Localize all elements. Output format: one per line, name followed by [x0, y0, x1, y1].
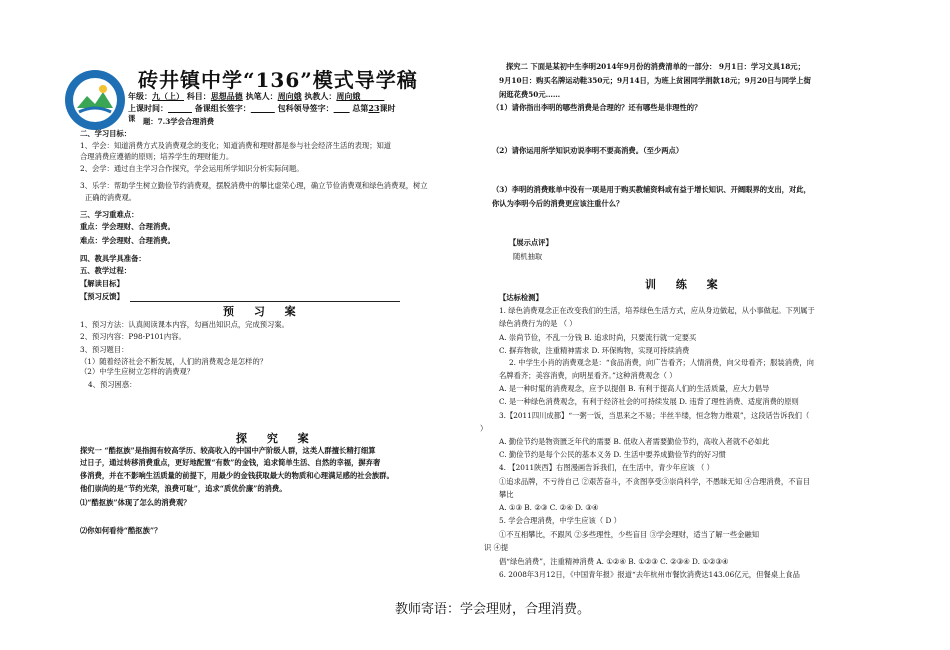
question-line: 倡“绿色消费”，注重精神消费 A. ①②④ B. ①②③ C. ②③④ D. ①②③④: [499, 557, 729, 566]
subject-value: 思想品德: [210, 91, 243, 101]
author-value: 周向娥: [277, 91, 302, 101]
total-suffix: 课时: [379, 103, 396, 113]
preview-item: （1）随着经济社会不断发展，人们的消费观念是怎样的？: [80, 357, 268, 366]
question-line: C. 是一种绿色消费观念，有利于经济社会的可持续发展 D. 违背了理性消费、适度消费的原则: [499, 397, 799, 406]
teacher-label: 执教人：: [304, 91, 337, 101]
question-line: 绿色消费行为的是 （ ）: [499, 319, 577, 328]
show-text: 随机抽取: [513, 252, 543, 261]
key-point: 难点：学会理财、合理消费。: [80, 236, 175, 245]
preview-item: 3、预习题目：: [80, 345, 129, 354]
goal-line: 1、学会：知道消费方式及消费观念的变化；知道消费和理财都是参与社会经济生活的表现；知道: [80, 141, 392, 150]
key-point: 重点：学会理财、合理消费。: [80, 222, 175, 231]
question-line: 3.【2011四川成都】“一粥一饭，当思来之不易；半丝半缕，恒念物力维艰”，这段话告诉我们（: [499, 411, 810, 420]
question-line: 6. 2008年3月12日，《中国青年报》报道“去年杭州市餐饮消费达143.06亿元，但餐桌上食品: [499, 570, 800, 579]
question-line: A. ①③ B. ②③ C. ②④ D. ③④: [499, 503, 599, 512]
total-label: 总第: [352, 103, 369, 113]
logo-mountain-icon: [73, 78, 117, 122]
show-label: 【展示点评】: [509, 238, 553, 247]
time-label: 上课时间：: [128, 103, 168, 113]
question-line: 2. 中学生小肖的消费观念是：“食品消费，向广告看齐；人情消费，向父母看齐；服装消费，向: [509, 358, 814, 367]
intro-label: 【解读目标】: [80, 279, 124, 288]
prep-heading: 四、教具学具准备：: [80, 254, 146, 263]
explore1-line: 侈消费，并在不影响生活质量的前提下，用最少的金钱获取最大的物质和心理满足感的社会族群。: [80, 471, 394, 480]
teacher-message: 教师寄语：学会理财，合理消费。: [395, 602, 591, 617]
question-line: 4. 【2011陕西】右图漫画告诉我们，在生活中，青少年应该 （ ）: [499, 463, 714, 472]
preview-item: 2、预习内容：P98-P101内容。: [80, 332, 186, 341]
goal-line: 正确的消费观。: [85, 193, 137, 202]
question-line: 识 ④提: [484, 543, 509, 552]
explore2-line: 探究二 下面是某初中生李明2014年9月份的消费清单的一部分： 9月1日：学习文具18元；: [506, 62, 805, 71]
author-label: 执笔人：: [245, 91, 278, 101]
goal-line: 合理消费应遵循的原则；培养学生的理财能力。: [80, 152, 234, 161]
question-line: C. 勤俭节约是每个公民的基本义务 D. 生活中要养成勤俭节约的好习惯: [499, 450, 726, 459]
train-title: 训 练 案: [645, 278, 726, 291]
topic: 题：7.3学会合理消费: [143, 117, 215, 126]
grade-value: 九（上）: [152, 91, 184, 101]
feedback-label: 【预习反馈】: [80, 292, 124, 301]
question-line: 1. 绿色消费观念正在改变我们的生活，培养绿色生活方式，应从身边做起，从小事做起。下列属于: [499, 306, 815, 315]
question-line: 5. 学会合理消费，中学生应该（ D ）: [499, 516, 621, 525]
explore1-line: 探究一 “酷抠族”是指拥有较高学历、较高收入的中国中产阶级人群，这类人群擅长精打细算: [80, 446, 376, 455]
explore2-question-3: 你认为李明今后的消费更应该注重什么？: [492, 199, 624, 208]
question-line: ①不互相攀比，不跟风 ②多些理性，少些盲目 ③学会理财，适当了解一些金融知: [499, 530, 760, 539]
key-heading: 三、学习重难点：: [80, 210, 139, 219]
explore2-question-3: （3）李明的消费账单中没有一项是用于购买教辅资料或有益于增长知识、开阔眼界的支出，对此，: [492, 185, 811, 194]
grade-label: 年级：: [128, 91, 152, 101]
subject-label: 科目：: [186, 91, 211, 101]
explore2-line: 闲逛花费50元……: [499, 90, 561, 99]
preview-item: 4、预习困惑：: [88, 380, 137, 389]
explore1-question-1: ⑴“酷抠族”体现了怎么的消费观？: [80, 498, 191, 507]
total-value: 23: [368, 103, 380, 113]
topic-label: 课: [128, 114, 136, 123]
goal-line: 2、会学：通过自主学习合作探究，学会运用所学知识分析实际问题。: [80, 164, 304, 173]
question-line: ）: [480, 424, 488, 433]
question-line: 名牌看齐；美容消费，向明星看齐。”这种消费观念（ ）: [499, 371, 677, 380]
process-heading: 五、教学过程：: [80, 266, 132, 275]
page-title: 砖井镇中学“136”模式导学稿: [138, 68, 418, 92]
explore2-line: 9月10日：购买名牌运动鞋350元；9月14日，为班上贫困同学捐款18元；9月20日与同学上街: [499, 76, 811, 85]
check-label: 【达标检测】: [499, 293, 543, 302]
meta-line-1: [128, 91, 384, 102]
question-line: 攀比: [499, 490, 514, 499]
preview-item: 1、预习方法：认真阅读课本内容，勾画出知识点，完成预习案。: [80, 320, 289, 329]
question-line: C. 摒弃物欲，注重精神需求 D. 环保购物，实现可持续消费: [499, 346, 690, 355]
teacher-value: 周向娥: [336, 91, 361, 101]
question-line: A. 勤俭节约是物资匮乏年代的需要 B. 低收入者需要勤俭节约，高收入者就不必如此: [499, 437, 770, 446]
explore1-line: 他们崇尚的是“节约光荣，浪费可耻”，追求“质优价廉”的消费。: [80, 484, 287, 493]
goals-heading: 二、学习目标：: [80, 129, 132, 138]
preview-title: 预 习 案: [223, 305, 304, 318]
explore2-question-1: （1）请你指出李明的哪些消费是合理的？还有哪些是非理性的？: [492, 103, 702, 112]
school-logo: [65, 70, 125, 130]
explore1-line: 过日子，通过转移消费重点，更好地配置“有数”的金钱，追求简单生活、自然的幸福，摒弃奢: [80, 458, 381, 467]
question-line: A. 崇尚节俭，不乱一分钱 B. 追求时尚，只要流行就一定要买: [499, 333, 697, 342]
explore1-question-2: ⑵你如何看待“酷抠族”？: [80, 526, 162, 535]
admin-label: 包科领导签字：: [277, 103, 334, 113]
feedback-underline: [130, 301, 400, 302]
question-line: A. 是一种时髦的消费观念，应予以提倡 B. 有利于提高人们的生活质量，应大力倡导: [499, 384, 770, 393]
logo-emblem: [73, 78, 117, 122]
leader-label: 备课组长签字：: [194, 103, 251, 113]
goal-line: 3、乐学：帮助学生树立勤俭节约消费观，摆脱消费中的攀比虚荣心理，确立节俭消费观和绿色消费观，树立: [80, 181, 428, 190]
meta-line-2: [128, 103, 396, 114]
preview-item: （2）中学生应树立怎样的消费观？: [80, 367, 195, 376]
question-line: ①追求品牌，不亏待自己 ②艰苦奋斗，不贪图享受③崇尚科学，不愚昧无知 ④合理消费，不盲目: [499, 477, 811, 486]
explore2-question-2: （2）请你运用所学知识劝说李明不要高消费。（至少两点）: [492, 146, 684, 155]
explore-title: 探 究 案: [236, 432, 317, 445]
